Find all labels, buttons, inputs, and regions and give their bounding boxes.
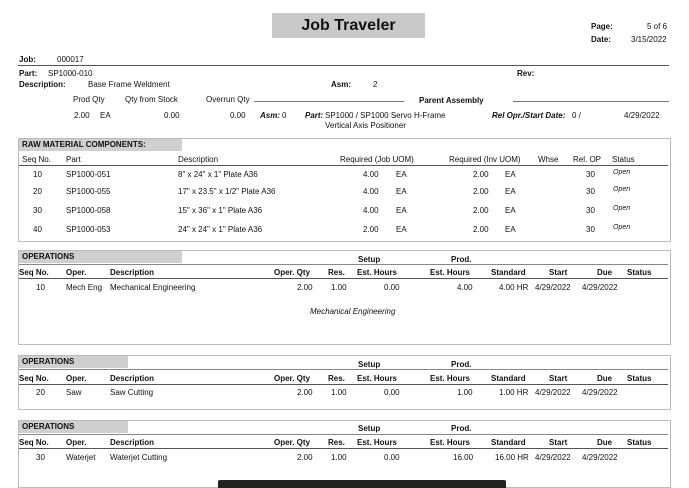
row-status: Open xyxy=(613,186,631,193)
col-seq: Seq No. xyxy=(22,155,51,164)
divider xyxy=(513,101,669,102)
col-oper: Oper. xyxy=(66,438,87,447)
row-inv-uom: EA xyxy=(505,206,516,215)
rel-opr-label: Rel Opr./Start Date: xyxy=(492,111,566,120)
col-oper-qty: Oper. Qty xyxy=(274,268,311,277)
divider xyxy=(19,384,668,385)
row-desc: 17" x 23.5" x 1/2" Plate A36 xyxy=(178,187,276,196)
row-req-inv: 2.00 xyxy=(473,206,489,215)
page-value: 5 of 6 xyxy=(647,22,668,31)
divider xyxy=(19,369,668,370)
row-status: Open xyxy=(613,205,631,212)
op-due: 4/29/2022 xyxy=(582,453,618,462)
description-label: Description: xyxy=(19,80,66,89)
col-setup-hours: Est. Hours xyxy=(357,438,398,447)
op-prod: 4.00 xyxy=(457,283,473,292)
row-rel-op: 30 xyxy=(586,187,595,196)
row-req-job: 2.00 xyxy=(363,225,379,234)
operations-title: OPERATIONS xyxy=(19,251,182,263)
op-seq: 10 xyxy=(36,283,45,292)
op-start: 4/29/2022 xyxy=(535,283,571,292)
op-desc: Saw Cutting xyxy=(110,388,154,397)
prod-header: Prod. xyxy=(451,255,472,264)
op-qty: 2.00 xyxy=(297,453,313,462)
row-req-job: 4.00 xyxy=(363,187,379,196)
row-inv-uom: EA xyxy=(505,225,516,234)
row-job-uom: EA xyxy=(396,206,407,215)
col-due: Due xyxy=(597,374,613,383)
overrun-qty-value: 0.00 xyxy=(230,111,246,120)
op-setup: 0.00 xyxy=(384,283,400,292)
col-setup-hours: Est. Hours xyxy=(357,268,398,277)
qty-from-stock-header: Qty from Stock xyxy=(125,95,178,104)
op-standard: 1.00 HR xyxy=(499,388,529,397)
col-status: Status xyxy=(627,268,652,277)
col-prod-hours: Est. Hours xyxy=(430,438,471,447)
col-description: Description xyxy=(110,374,155,383)
op-setup: 0.00 xyxy=(384,453,400,462)
op-oper: Saw xyxy=(66,388,82,397)
col-oper-qty: Oper. Qty xyxy=(274,374,311,383)
raw-material-section xyxy=(18,138,671,242)
row-part: SP1000-053 xyxy=(66,225,111,234)
overrun-qty-header: Overrun Qty xyxy=(206,95,250,104)
row-job-uom: EA xyxy=(396,225,407,234)
col-due: Due xyxy=(597,268,613,277)
col-res: Res. xyxy=(328,438,345,447)
op-standard: 4.00 HR xyxy=(499,283,529,292)
row-req-job: 4.00 xyxy=(363,206,379,215)
parent-date: 4/29/2022 xyxy=(624,111,660,120)
op-seq: 30 xyxy=(36,453,45,462)
qty-from-stock-value: 0.00 xyxy=(164,111,180,120)
row-seq: 20 xyxy=(33,187,42,196)
row-req-inv: 2.00 xyxy=(473,170,489,179)
row-desc: 15" x 36" x 1" Plate A36 xyxy=(178,206,263,215)
col-oper: Oper. xyxy=(66,374,87,383)
row-part: SP1000-051 xyxy=(66,170,111,179)
col-status: Status xyxy=(627,438,652,447)
col-whse: Whse xyxy=(538,155,559,164)
row-job-uom: EA xyxy=(396,170,407,179)
col-start: Start xyxy=(549,268,568,277)
col-req-inv: Required (Inv UOM) xyxy=(449,155,521,164)
op-start: 4/29/2022 xyxy=(535,453,571,462)
asm-value: 2 xyxy=(373,80,378,89)
divider xyxy=(19,165,668,166)
col-status: Status xyxy=(612,155,635,164)
asm-label: Asm: xyxy=(331,80,352,89)
row-req-job: 4.00 xyxy=(363,170,379,179)
op-start: 4/29/2022 xyxy=(535,388,571,397)
row-part: SP1000-058 xyxy=(66,206,111,215)
op-qty: 2.00 xyxy=(297,283,313,292)
op-seq: 20 xyxy=(36,388,45,397)
col-oper: Oper. xyxy=(66,268,87,277)
row-req-inv: 2.00 xyxy=(473,187,489,196)
op-desc: Mechanical Engineering xyxy=(110,283,196,292)
prod-qty-header: Prod Qty xyxy=(73,95,105,104)
col-due: Due xyxy=(597,438,613,447)
op-due: 4/29/2022 xyxy=(582,283,618,292)
op-res: 1.00 xyxy=(331,388,347,397)
prod-uom-value: EA xyxy=(100,111,111,120)
col-standard: Standard xyxy=(491,438,526,447)
row-desc: 24" x 24" x 1" Plate A36 xyxy=(178,225,263,234)
rev-label: Rev: xyxy=(517,69,535,78)
divider xyxy=(18,65,669,66)
row-rel-op: 30 xyxy=(586,225,595,234)
description-value: Base Frame Weldment xyxy=(88,80,170,89)
op-oper: Mech Eng xyxy=(66,283,103,292)
col-rel-op: Rel. OP xyxy=(573,155,602,164)
raw-material-title: RAW MATERIAL COMPONENTS: xyxy=(19,139,182,151)
setup-header: Setup xyxy=(358,424,381,433)
divider xyxy=(19,434,668,435)
operations-title: OPERATIONS xyxy=(19,356,128,368)
prod-qty-value: 2.00 xyxy=(74,111,90,120)
op-setup: 0.00 xyxy=(384,388,400,397)
col-prod-hours: Est. Hours xyxy=(430,268,471,277)
row-req-inv: 2.00 xyxy=(473,225,489,234)
op-res: 1.00 xyxy=(331,453,347,462)
op-prod: 1.00 xyxy=(457,388,473,397)
job-label: Job: xyxy=(19,55,36,64)
parent-asm-value: 0 xyxy=(282,111,287,120)
col-description: Description xyxy=(110,438,155,447)
op-qty: 2.00 xyxy=(297,388,313,397)
col-oper-qty: Oper. Qty xyxy=(274,438,311,447)
divider xyxy=(254,101,404,102)
divider xyxy=(19,264,668,265)
op-standard: 16.00 HR xyxy=(495,453,529,462)
row-inv-uom: EA xyxy=(505,187,516,196)
col-status: Status xyxy=(627,374,652,383)
parent-asm-label: Asm: xyxy=(260,111,281,120)
setup-header: Setup xyxy=(358,360,381,369)
col-setup-hours: Est. Hours xyxy=(357,374,398,383)
op-note: Mechanical Engineering xyxy=(310,307,396,316)
row-rel-op: 30 xyxy=(586,206,595,215)
row-seq: 40 xyxy=(33,225,42,234)
op-desc: Waterjet Cutting xyxy=(110,453,168,462)
col-description: Description xyxy=(178,155,219,164)
part-label: Part: xyxy=(19,69,38,78)
row-status: Open xyxy=(613,224,631,231)
col-res: Res. xyxy=(328,268,345,277)
report-title: Job Traveler xyxy=(272,13,425,38)
col-res: Res. xyxy=(328,374,345,383)
col-part: Part xyxy=(66,155,81,164)
op-prod: 16.00 xyxy=(453,453,474,462)
col-start: Start xyxy=(549,374,568,383)
date-value: 3/15/2022 xyxy=(631,35,667,44)
parent-part-label: Part: xyxy=(305,111,324,120)
op-due: 4/29/2022 xyxy=(582,388,618,397)
parent-assembly-header: Parent Assembly xyxy=(419,96,484,105)
op-res: 1.00 xyxy=(331,283,347,292)
rel-opr-value: 0 / xyxy=(572,111,581,120)
col-standard: Standard xyxy=(491,268,526,277)
page-label: Page: xyxy=(591,22,613,31)
row-rel-op: 30 xyxy=(586,170,595,179)
row-job-uom: EA xyxy=(396,187,407,196)
divider xyxy=(19,278,668,279)
prod-header: Prod. xyxy=(451,360,472,369)
part-value: SP1000-010 xyxy=(48,69,93,78)
row-part: SP1000-055 xyxy=(66,187,111,196)
col-description: Description xyxy=(110,268,155,277)
col-start: Start xyxy=(549,438,568,447)
prod-header: Prod. xyxy=(451,424,472,433)
col-seq: Seq No. xyxy=(19,374,49,383)
col-prod-hours: Est. Hours xyxy=(430,374,471,383)
row-status: Open xyxy=(613,169,631,176)
op-oper: Waterjet xyxy=(66,453,96,462)
col-seq: Seq No. xyxy=(19,438,49,447)
col-standard: Standard xyxy=(491,374,526,383)
row-inv-uom: EA xyxy=(505,170,516,179)
setup-header: Setup xyxy=(358,255,381,264)
row-seq: 10 xyxy=(33,170,42,179)
row-desc: 8" x 24" x 1" Plate A36 xyxy=(178,170,258,179)
row-seq: 30 xyxy=(33,206,42,215)
job-value: 000017 xyxy=(57,55,84,64)
col-seq: Seq No. xyxy=(19,268,49,277)
col-req-job: Required (Job UOM) xyxy=(340,155,414,164)
date-label: Date: xyxy=(591,35,612,44)
operations-title: OPERATIONS xyxy=(19,421,128,433)
parent-part-line1: SP1000 / SP1000 Servo H-Frame xyxy=(325,111,446,120)
divider xyxy=(19,448,668,449)
parent-part-line2: Vertical Axis Positioner xyxy=(325,121,406,130)
